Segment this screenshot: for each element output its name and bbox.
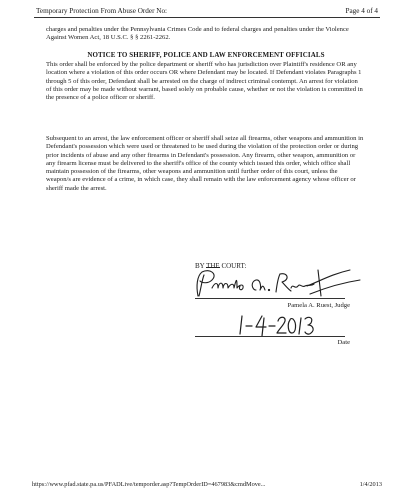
struck-word: THE <box>206 262 220 270</box>
handwritten-date <box>232 310 322 340</box>
judge-name: Pamela A. Ruest, Judge <box>287 302 350 309</box>
paragraph-seizure: Subsequent to an arrest, the law enforcement officer or sheriff shall seize all firearms, other weapons and ammunition in Defendant's possession which were used or threatened to be used during the violation of the protection order or during prior incidents of abuse and any other firearms in Defendant's possession. Any firearm, other weapon, ammunition or any firearm license must be delivered to the sheriff's office of the county which issued this order, which office shall maintain possession of the firearms, other weapons and ammunition until further order of this court, unless the weapon/s are evidence of a crime, in which case, they shall remain with the law enforcement agency whose officer or sheriff made the arrest. <box>46 135 364 192</box>
paragraph-enforcement: This order shall be enforced by the police department or sheriff who has jurisdiction over Plaintiff's residence OR any location where a violation of this order occurs OR where Defendant may be located. If Defendant violates Paragraphs 1 through 5 of this order, Defendant shall be arrested on the charge of indirect criminal contempt. An arrest for violation of this order may be made without warrant, based solely on probable cause, whether or not the violation is committed in the presence of a police officer or sheriff. <box>46 61 363 102</box>
order-title: Temporary Protection From Abuse Order No: <box>36 7 168 15</box>
page-footer <box>32 480 382 490</box>
date-label: Date <box>337 339 350 346</box>
by-prefix: BY <box>195 262 207 270</box>
judge-signature <box>190 266 365 302</box>
page-number: Page 4 of 4 <box>345 7 378 15</box>
source-url[interactable]: https://www.pfad.state.pa.us/PFADLive/temporder.asp?TempOrderID=467983&cmdMove... <box>32 481 266 488</box>
by-suffix: COURT: <box>219 262 247 270</box>
page-header <box>36 5 378 17</box>
paragraph-penalties: charges and penalties under the Pennsylvania Crimes Code and to federal charges and penalties under the Violence Against Women Act, 18 U.S.C. § § 2261-2262. <box>46 26 349 42</box>
print-date: 1/4/2013 <box>359 481 382 488</box>
header-rule <box>34 17 380 18</box>
notice-heading: NOTICE TO SHERIFF, POLICE AND LAW ENFORCEMENT OFFICIALS <box>87 51 325 59</box>
